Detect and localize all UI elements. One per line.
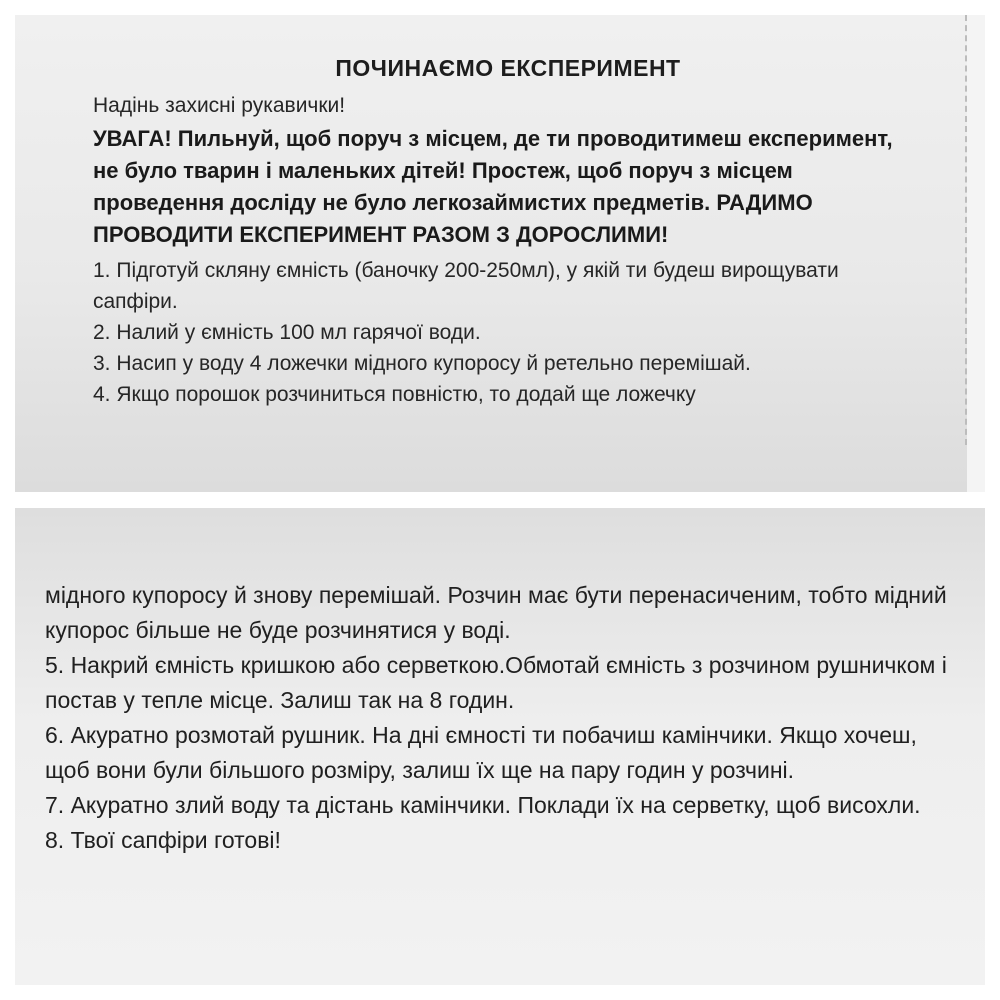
gloves-instruction: Надінь захисні рукавички!	[93, 94, 346, 117]
step-item: 6. Акуратно розмотай рушник. На дні ємності ти побачиш камінчики. Якщо хочеш, щоб вони були більшого розміру, залиш їх ще на пару годин у розчині.	[45, 722, 917, 783]
step-item: 1. Підготуй скляну ємність (баночку 200-250мл), у якій ти будеш вирощувати сапфіри.	[93, 259, 839, 313]
steps-list	[93, 255, 923, 410]
top-text-block	[93, 55, 923, 410]
warning-text: УВАГА! Пильнуй, щоб поруч з місцем, де ти проводитимеш експеримент, не було тварин і маленьких дітей! Простеж, щоб поруч з місцем проведення досліду не було легкозаймистих предметів. РАДИМО ПРОВОДИТИ ЕКСПЕРИМЕНТ РАЗОМ З ДОРОСЛИМИ!	[93, 126, 893, 247]
bottom-text-block	[45, 578, 960, 858]
top-photo	[15, 15, 985, 492]
step-item: 7. Акуратно злий воду та дістань камінчики. Поклади їх на серветку, щоб висохли.	[45, 792, 921, 818]
bottom-photo	[15, 508, 985, 985]
page-title: ПОЧИНАЄМО ЕКСПЕРИМЕНТ	[335, 55, 681, 81]
perforation-line	[965, 15, 967, 445]
step-item: 4. Якщо порошок розчиниться повністю, то додай ще ложечку	[93, 383, 696, 406]
step-item: 5. Накрий ємність кришкою або серветкою.Обмотай ємність з розчином рушничком і постав у тепле місце. Залиш так на 8 годин.	[45, 652, 947, 713]
continuation-text: мідного купоросу й знову перемішай. Розчин має бути перенасиченим, тобто мідний купорос більше не буде розчинятися у воді.	[45, 582, 947, 643]
step-item: 2. Налий у ємність 100 мл гарячої води.	[93, 321, 481, 344]
step-item: 3. Насип у воду 4 ложечки мідного купоросу й ретельно перемішай.	[93, 352, 751, 375]
side-sheet	[967, 15, 985, 492]
step-item: 8. Твої сапфіри готові!	[45, 827, 281, 853]
